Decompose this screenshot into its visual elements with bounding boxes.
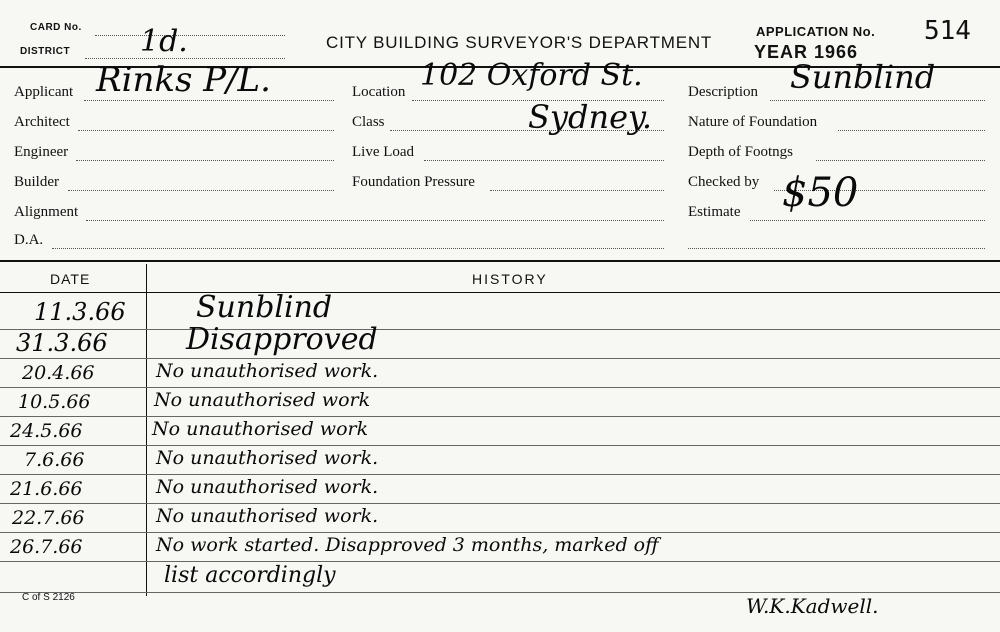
row-date: 11.3.66 xyxy=(34,298,126,326)
architect-line xyxy=(78,130,334,131)
checked-by-label: Checked by xyxy=(688,174,760,190)
architect-label: Architect xyxy=(14,114,70,130)
row-line xyxy=(0,532,1000,533)
signature: W.K.Kadwell. xyxy=(746,594,879,618)
row-date: 10.5.66 xyxy=(18,391,91,413)
row-date: 20.4.66 xyxy=(22,362,95,384)
foundation-pressure-label: Foundation Pressure xyxy=(352,174,475,190)
description-label: Description xyxy=(688,84,758,100)
history-header: HISTORY xyxy=(472,271,548,287)
row-entry-continuation: list accordingly xyxy=(164,563,336,588)
application-no-value: 514 xyxy=(924,16,971,46)
da-label: D.A. xyxy=(14,232,44,248)
foundation-pressure-line xyxy=(490,190,664,191)
row-date: 22.7.66 xyxy=(12,507,85,529)
row-line xyxy=(0,474,1000,475)
builder-line xyxy=(68,190,334,191)
row-entry: No work started. Disapproved 3 months, marked off xyxy=(156,534,659,556)
date-header: DATE xyxy=(50,271,91,287)
alignment-label: Alignment xyxy=(14,204,79,220)
class-label: Class xyxy=(352,114,385,130)
district-value: 1d. xyxy=(140,24,188,59)
row-line xyxy=(0,329,1000,330)
live-load-line xyxy=(424,160,664,161)
da-line xyxy=(52,248,664,249)
row-line xyxy=(0,561,1000,562)
live-load-label: Live Load xyxy=(352,144,415,160)
row-line xyxy=(0,503,1000,504)
row-date: 26.7.66 xyxy=(10,536,83,558)
form-code: C of S 2126 xyxy=(22,592,75,603)
class-line xyxy=(390,130,664,131)
nature-of-foundation-label: Nature of Foundation xyxy=(688,114,818,130)
engineer-line xyxy=(76,160,334,161)
alignment-line xyxy=(86,220,664,221)
card-no-label: CARD No. xyxy=(30,22,82,33)
row-line xyxy=(0,387,1000,388)
applicant-line xyxy=(84,100,334,101)
row-entry: Sunblind xyxy=(196,290,333,325)
row-entry: No unauthorised work. xyxy=(156,360,379,382)
row-line xyxy=(0,416,1000,417)
row-entry: No unauthorised work xyxy=(152,418,369,440)
page-title: CITY BUILDING SURVEYOR'S DEPARTMENT xyxy=(326,33,713,52)
depth-of-footings-label: Depth of Footngs xyxy=(688,144,793,160)
engineer-label: Engineer xyxy=(14,144,69,160)
location-value-line2: Sydney. xyxy=(528,98,653,136)
location-value-line1: 102 Oxford St. xyxy=(420,58,643,93)
application-no-label: APPLICATION No. xyxy=(756,24,876,39)
applicant-value: Rinks P/L. xyxy=(96,60,271,100)
date-column-divider xyxy=(146,264,147,596)
row-date: 31.3.66 xyxy=(16,329,108,357)
row-date: 24.5.66 xyxy=(10,420,83,442)
row-date: 21.6.66 xyxy=(10,478,83,500)
estimate-line xyxy=(750,220,985,221)
row-line xyxy=(0,358,1000,359)
depth-of-footings-line xyxy=(816,160,985,161)
row-line xyxy=(0,445,1000,446)
district-label: DISTRICT xyxy=(20,46,71,57)
applicant-label: Applicant xyxy=(14,84,74,100)
card-no-line xyxy=(95,35,285,36)
row-entry: No unauthorised work. xyxy=(156,476,379,498)
row-entry: No unauthorised work. xyxy=(156,505,379,527)
nature-of-foundation-line xyxy=(838,130,985,131)
description-line xyxy=(770,100,985,101)
description-value: Sunblind xyxy=(790,58,936,96)
row-date: 7.6.66 xyxy=(24,449,85,471)
row-line xyxy=(0,592,1000,593)
history-rule xyxy=(0,260,1000,262)
estimate-label: Estimate xyxy=(688,204,741,220)
location-label: Location xyxy=(352,84,406,100)
row-entry: No unauthorised work. xyxy=(156,447,379,469)
row-entry: Disapproved xyxy=(186,322,378,357)
builder-label: Builder xyxy=(14,174,59,190)
year-label: YEAR 1966 xyxy=(754,42,859,62)
estimate-value: $50 xyxy=(782,170,859,216)
blank-line-col3 xyxy=(688,248,985,249)
row-entry: No unauthorised work xyxy=(154,389,371,411)
history-header-rule xyxy=(0,292,1000,293)
